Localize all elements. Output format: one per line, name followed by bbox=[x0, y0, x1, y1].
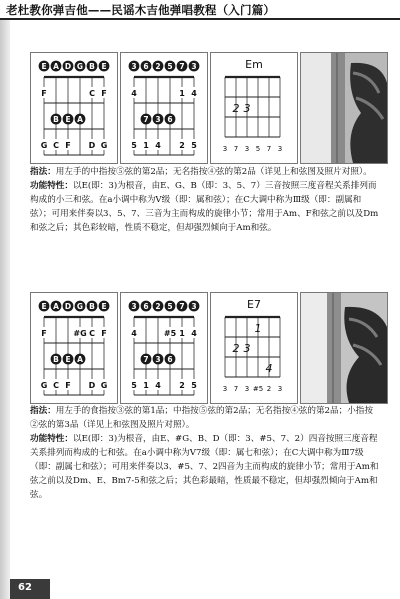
open-note-label: A bbox=[53, 302, 59, 311]
fret-degree-label: 6 bbox=[167, 115, 173, 124]
section2-diagrams bbox=[30, 292, 378, 404]
finger-number: 2 bbox=[232, 342, 240, 355]
fret-degree-label: 3 bbox=[155, 115, 161, 124]
fret-note-label: #G bbox=[73, 329, 87, 338]
open-degree-label: 3 bbox=[191, 62, 197, 71]
fret-note-label: A bbox=[77, 355, 83, 364]
finger-number: 2 bbox=[232, 102, 240, 115]
chord-diagram-svg bbox=[211, 293, 297, 403]
section2-chord-diagram bbox=[210, 292, 298, 404]
open-degree-label: 5 bbox=[167, 62, 173, 71]
fret-note-label: A bbox=[77, 115, 83, 124]
string-degree-label: 7 bbox=[233, 145, 239, 153]
string-degree-label: #5 bbox=[252, 385, 264, 393]
fret-degree-label: 7 bbox=[143, 355, 149, 364]
string-degree-label: 3 bbox=[277, 145, 283, 153]
fret-note-label: C bbox=[89, 89, 95, 98]
open-note-label: E bbox=[41, 302, 47, 311]
section1-chord-diagram bbox=[210, 52, 298, 164]
chord-name: Em bbox=[245, 58, 263, 71]
open-note-label: E bbox=[101, 302, 107, 311]
fret-note-label: C bbox=[53, 381, 59, 390]
open-note-label: B bbox=[89, 302, 95, 311]
fret-degree-label: 7 bbox=[143, 115, 149, 124]
fret-note-label: F bbox=[41, 89, 47, 98]
open-degree-label: 6 bbox=[143, 302, 149, 311]
page-header bbox=[0, 0, 400, 20]
fret-note-label: B bbox=[53, 355, 59, 364]
function-paragraph bbox=[30, 432, 380, 502]
fingering-label: 指法： bbox=[30, 167, 56, 177]
finger-number: 3 bbox=[243, 342, 251, 355]
string-degree-label: 2 bbox=[266, 385, 272, 393]
fret-note-label: C bbox=[53, 141, 59, 150]
fret-note-label: F bbox=[101, 89, 107, 98]
function-paragraph bbox=[30, 179, 380, 235]
open-note-label: G bbox=[76, 62, 84, 71]
fret-note-label: F bbox=[65, 381, 71, 390]
finger-number: 1 bbox=[254, 322, 262, 335]
open-note-label: D bbox=[64, 302, 72, 311]
section2-text bbox=[30, 404, 380, 502]
string-degree-label: 3 bbox=[244, 145, 250, 153]
section1-note-fretboard bbox=[30, 52, 118, 164]
open-degree-label: 7 bbox=[179, 302, 185, 311]
section1-degree-fretboard bbox=[120, 52, 208, 164]
fret-degree-label: 1 bbox=[143, 381, 149, 390]
fret-note-label: F bbox=[65, 141, 71, 150]
fret-note-label: E bbox=[65, 355, 71, 364]
fret-degree-label: 4 bbox=[155, 141, 161, 150]
open-degree-label: 3 bbox=[131, 62, 137, 71]
fret-note-label: E bbox=[65, 115, 71, 124]
open-degree-label: 3 bbox=[131, 302, 137, 311]
string-degree-label: 3 bbox=[222, 385, 228, 393]
hand-photo-illustration bbox=[301, 293, 387, 403]
open-degree-label: 2 bbox=[155, 62, 161, 71]
page-footer bbox=[10, 579, 50, 599]
open-note-label: A bbox=[53, 62, 59, 71]
fret-degree-label: 1 bbox=[179, 329, 185, 338]
open-note-label: E bbox=[41, 62, 47, 71]
open-degree-label: 7 bbox=[179, 62, 185, 71]
section1-text bbox=[30, 165, 380, 235]
fret-degree-label: 3 bbox=[155, 355, 161, 364]
fingering-paragraph bbox=[30, 165, 380, 179]
open-note-label: G bbox=[76, 302, 84, 311]
header-rule bbox=[0, 18, 400, 20]
string-degree-label: 7 bbox=[233, 385, 239, 393]
book-title: 老杜教你弹吉他——民谣木吉他弹唱教程（入门篇） bbox=[6, 3, 276, 17]
fingering-text: 用左手的中指按⑤弦的第2品；无名指按④弦的第2品（详见上和弦图及照片对照）。 bbox=[55, 167, 372, 177]
fingering-paragraph bbox=[30, 404, 380, 432]
string-degree-label: 5 bbox=[255, 145, 261, 153]
fret-note-label: G bbox=[40, 381, 48, 390]
fret-note-label: F bbox=[101, 329, 107, 338]
fret-degree-label: 6 bbox=[167, 355, 173, 364]
page-edge-shadow bbox=[0, 20, 10, 599]
fingering-text: 用左手的食指按③弦的第1品；中指按⑤弦的第2品；无名指按④弦的第2品；小指按②弦的第3品（详见上和弦图及照片对照）。 bbox=[30, 406, 373, 430]
chord-name: E7 bbox=[247, 298, 261, 311]
fret-degree-label: 4 bbox=[191, 329, 197, 338]
section2-degree-fretboard bbox=[120, 292, 208, 404]
open-degree-label: 5 bbox=[167, 302, 173, 311]
fret-note-label: F bbox=[41, 329, 47, 338]
string-degree-label: 7 bbox=[266, 145, 272, 153]
function-text: 以E(即：3)为根音，由E、#G、B、D（即：3、#5、7、2）四音按照三度音程关系排列而构成的七和弦。在a小调中称为Ⅴ7级（即：属七和弦）；在C大调中称为Ⅲ7级（即：副属七和弦）；可用来伴奏以3、#5、7、2四音为主而构成的旋律小节；常用于Am和弦之前以及Dm、E、Bm7-5和弦之后；其色彩最暗，性质最不稳定，但却强烈倾向于Am和弦。 bbox=[30, 434, 379, 500]
section2-note-fretboard bbox=[30, 292, 118, 404]
section1-hand-photo bbox=[300, 52, 388, 164]
finger-number: 4 bbox=[265, 362, 273, 375]
fret-degree-label: 5 bbox=[191, 381, 197, 390]
fret-degree-label: 1 bbox=[179, 89, 185, 98]
fret-degree-label: 5 bbox=[191, 141, 197, 150]
fret-note-label: G bbox=[100, 141, 108, 150]
open-degree-label: 3 bbox=[191, 302, 197, 311]
page-number: 62 bbox=[18, 582, 32, 593]
function-text: 以E(即：3)为根音，由E、G、B（即：3、5、7）三音按照三度音程关系排列而构成的小三和弦。在a小调中称为Ⅴ级（即：属和弦）；在C大调中称为Ⅲ级（即：副属和弦）；可用来伴奏以3、5、7、三音为主而构成的旋律小节；常用于Am、F和弦之前以及Dm和弦之后；其色彩较暗，性质不稳定，但却强烈倾向于Am和弦。 bbox=[30, 181, 379, 233]
degree-fretboard-svg bbox=[121, 293, 207, 403]
fret-note-label: D bbox=[88, 381, 96, 390]
note-fretboard-svg bbox=[31, 53, 117, 163]
degree-fretboard-svg bbox=[121, 53, 207, 163]
fret-degree-label: 4 bbox=[191, 89, 197, 98]
fret-note-label: G bbox=[100, 381, 108, 390]
fret-degree-label: 5 bbox=[131, 141, 137, 150]
fret-degree-label: 2 bbox=[179, 381, 185, 390]
fret-note-label: D bbox=[88, 141, 96, 150]
function-label: 功能特性： bbox=[30, 434, 73, 444]
chord-diagram-svg bbox=[211, 53, 297, 163]
string-degree-label: 3 bbox=[277, 385, 283, 393]
function-label: 功能特性： bbox=[30, 181, 73, 191]
open-note-label: B bbox=[89, 62, 95, 71]
fret-degree-label: 2 bbox=[179, 141, 185, 150]
note-fretboard-svg bbox=[31, 293, 117, 403]
section2-hand-photo bbox=[300, 292, 388, 404]
fret-note-label: G bbox=[40, 141, 48, 150]
fret-note-label: B bbox=[53, 115, 59, 124]
fret-degree-label: 1 bbox=[143, 141, 149, 150]
finger-number: 3 bbox=[243, 102, 251, 115]
open-degree-label: 6 bbox=[143, 62, 149, 71]
fret-degree-label: 5 bbox=[131, 381, 137, 390]
fret-degree-label: 4 bbox=[131, 329, 137, 338]
string-degree-label: 3 bbox=[244, 385, 250, 393]
section1-diagrams bbox=[30, 52, 378, 164]
hand-photo-illustration bbox=[301, 53, 387, 163]
open-note-label: E bbox=[101, 62, 107, 71]
fret-degree-label: 4 bbox=[155, 381, 161, 390]
open-note-label: D bbox=[64, 62, 72, 71]
string-degree-label: 3 bbox=[222, 145, 228, 153]
fret-note-label: C bbox=[89, 329, 95, 338]
fret-degree-label: 4 bbox=[131, 89, 137, 98]
fingering-label: 指法： bbox=[30, 406, 56, 416]
fret-degree-label: #5 bbox=[163, 329, 177, 338]
open-degree-label: 2 bbox=[155, 302, 161, 311]
